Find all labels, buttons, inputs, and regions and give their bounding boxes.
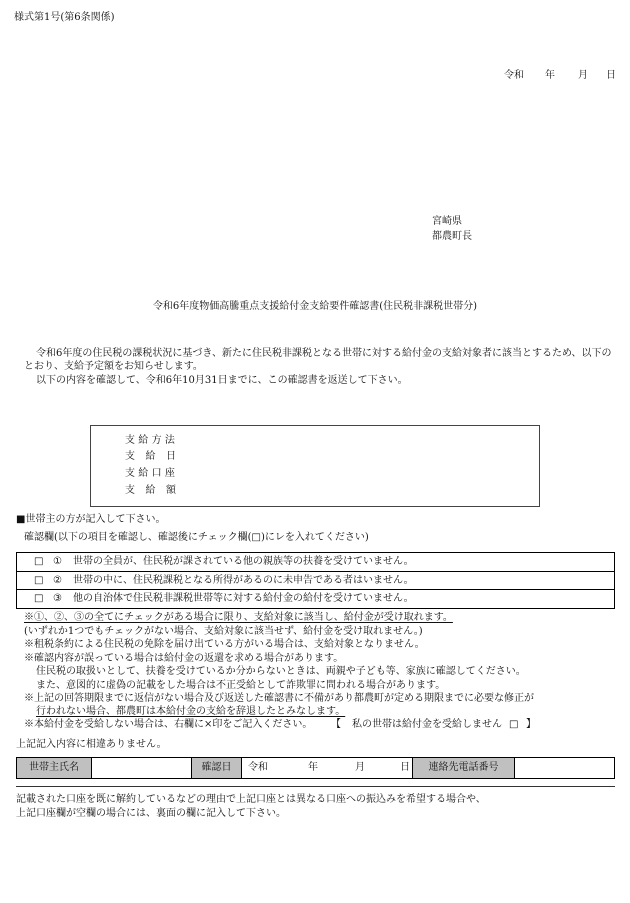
checklist-checkbox[interactable]: □: [34, 555, 44, 567]
note-line: ※租税条約による住民税の免除を届け出ている方がいる場合は、支給対象となりません。: [24, 639, 425, 650]
decline-bracket-close: 】: [526, 719, 536, 730]
footer-line: 上記口座欄が空欄の場合には、裏面の欄に記入して下さい。: [16, 808, 286, 819]
confirmation-date-era: 令和: [248, 762, 268, 773]
confirmation-month-unit: 月: [355, 762, 365, 773]
note-line: (いずれか1つでもチェックがない場合、支給対象に該当せず、給付金を受け取れません。): [24, 626, 423, 637]
confirmation-month-input[interactable]: [320, 760, 353, 776]
footer-line: 記載された口座を既に解約しているなどの理由で上記口座とは異なる口座への振込みを希望する場合や、: [16, 794, 486, 805]
confirmation-date-label: 確認日: [192, 758, 242, 778]
checklist-text: 世帯の全員が、住民税が課されている他の親族等の扶養を受けていません。: [73, 555, 414, 567]
contact-phone-label: 連絡先電話番号: [413, 758, 515, 778]
signature-table: [16, 757, 615, 779]
issue-date-month-unit: 月: [578, 70, 588, 81]
confirmation-day-unit: 日: [400, 762, 410, 773]
decline-bracket-open: 【: [331, 719, 341, 730]
intro-line: とおり、支給予定額をお知らせします。: [24, 361, 203, 372]
issue-date-year-unit: 年: [545, 70, 555, 81]
decline-checkbox[interactable]: □: [509, 719, 519, 730]
confirmation-year-input[interactable]: [270, 760, 306, 776]
decline-text: ※本給付金を受給しない場合は、右欄に×印をご記入ください。: [24, 719, 313, 730]
payment-amount-label: 支給額: [125, 485, 187, 496]
note-line: ※上記の回答期限までに返信がない場合及び返送した確認書に不備があり都農町が定める期限までに必要な修正が: [24, 693, 534, 704]
note-line: 住民税の取扱いとして、扶養を受けているか分からないときは、両親や子ども等、家族に確認してください。: [36, 666, 526, 677]
householder-name-input[interactable]: [92, 758, 191, 778]
declaration-text: 上記記入内容に相違ありません。: [16, 739, 167, 750]
issue-date-era: 令和: [504, 70, 524, 81]
note-line: 行われない場合、都農町は本給付金の支給を辞退したとみなします。: [36, 706, 346, 717]
checklist-number: ③: [53, 593, 62, 605]
payment-account-label: 支給口座: [125, 468, 179, 479]
checklist-row: [17, 553, 614, 572]
sender-prefecture: 宮崎県: [432, 216, 462, 227]
contact-phone-cell: [515, 758, 614, 778]
sender-mayor: 都農町長: [432, 231, 472, 242]
checklist-row: [17, 572, 614, 591]
payment-method-label: 支給方法: [125, 435, 179, 446]
intro-line: 令和6年度の住民税の課税状況に基づき、新たに住民税非課税となる世帯に対する給付金の支給対象者に該当とするため、以下の: [36, 348, 612, 359]
checklist-checkbox[interactable]: □: [34, 574, 44, 586]
confirmation-year-unit: 年: [308, 762, 318, 773]
document-title: 令和6年度物価高騰重点支援給付金支給要件確認書(住民税非課税世帯分): [152, 301, 478, 312]
checklist-row: [17, 590, 614, 608]
payment-info-box: [90, 425, 540, 507]
form-number-label: 様式第1号(第6条関係): [14, 12, 115, 23]
note-line: ※①、②、③の全てにチェックがある場合に限り、支給対象に該当し、給付金が受け取れます。: [24, 612, 453, 623]
checklist-text: 他の自治体で住民税非課税世帯等に対する給付金の給付を受けていません。: [73, 593, 414, 605]
payment-date-label: 支給日: [125, 451, 187, 462]
note-line: また、意図的に虚偽の記載をした場合は不正受給として詐欺罪に問われる場合があります。: [36, 680, 446, 691]
householder-name-label: 世帯主氏名: [17, 758, 92, 778]
checklist-instruction: 確認欄(以下の項目を確認し、確認後にチェック欄(□)にレを入れてください): [24, 532, 369, 543]
confirmation-date-cell: [242, 758, 413, 778]
householder-name-cell: [92, 758, 192, 778]
checklist-number: ②: [53, 574, 62, 586]
householder-heading: ■世帯主の方が記入して下さい。: [16, 514, 166, 525]
section-divider: [16, 786, 615, 787]
contact-phone-input[interactable]: [515, 758, 614, 778]
intro-line: 以下の内容を確認して、令和6年10月31日までに、この確認書を返送して下さい。: [36, 375, 408, 386]
checklist-checkbox[interactable]: □: [34, 593, 44, 605]
confirmation-day-input[interactable]: [367, 760, 398, 776]
checklist-number: ①: [53, 555, 62, 567]
decline-label: 私の世帯は給付金を受給しません: [352, 719, 502, 730]
note-line: ※確認内容が誤っている場合は給付金の返還を求める場合があります。: [24, 653, 344, 664]
checklist-text: 世帯の中に、住民税課税となる所得があるのに未申告である者はいません。: [73, 574, 414, 586]
issue-date-day-unit: 日: [606, 70, 616, 81]
checklist-table: [16, 552, 615, 609]
